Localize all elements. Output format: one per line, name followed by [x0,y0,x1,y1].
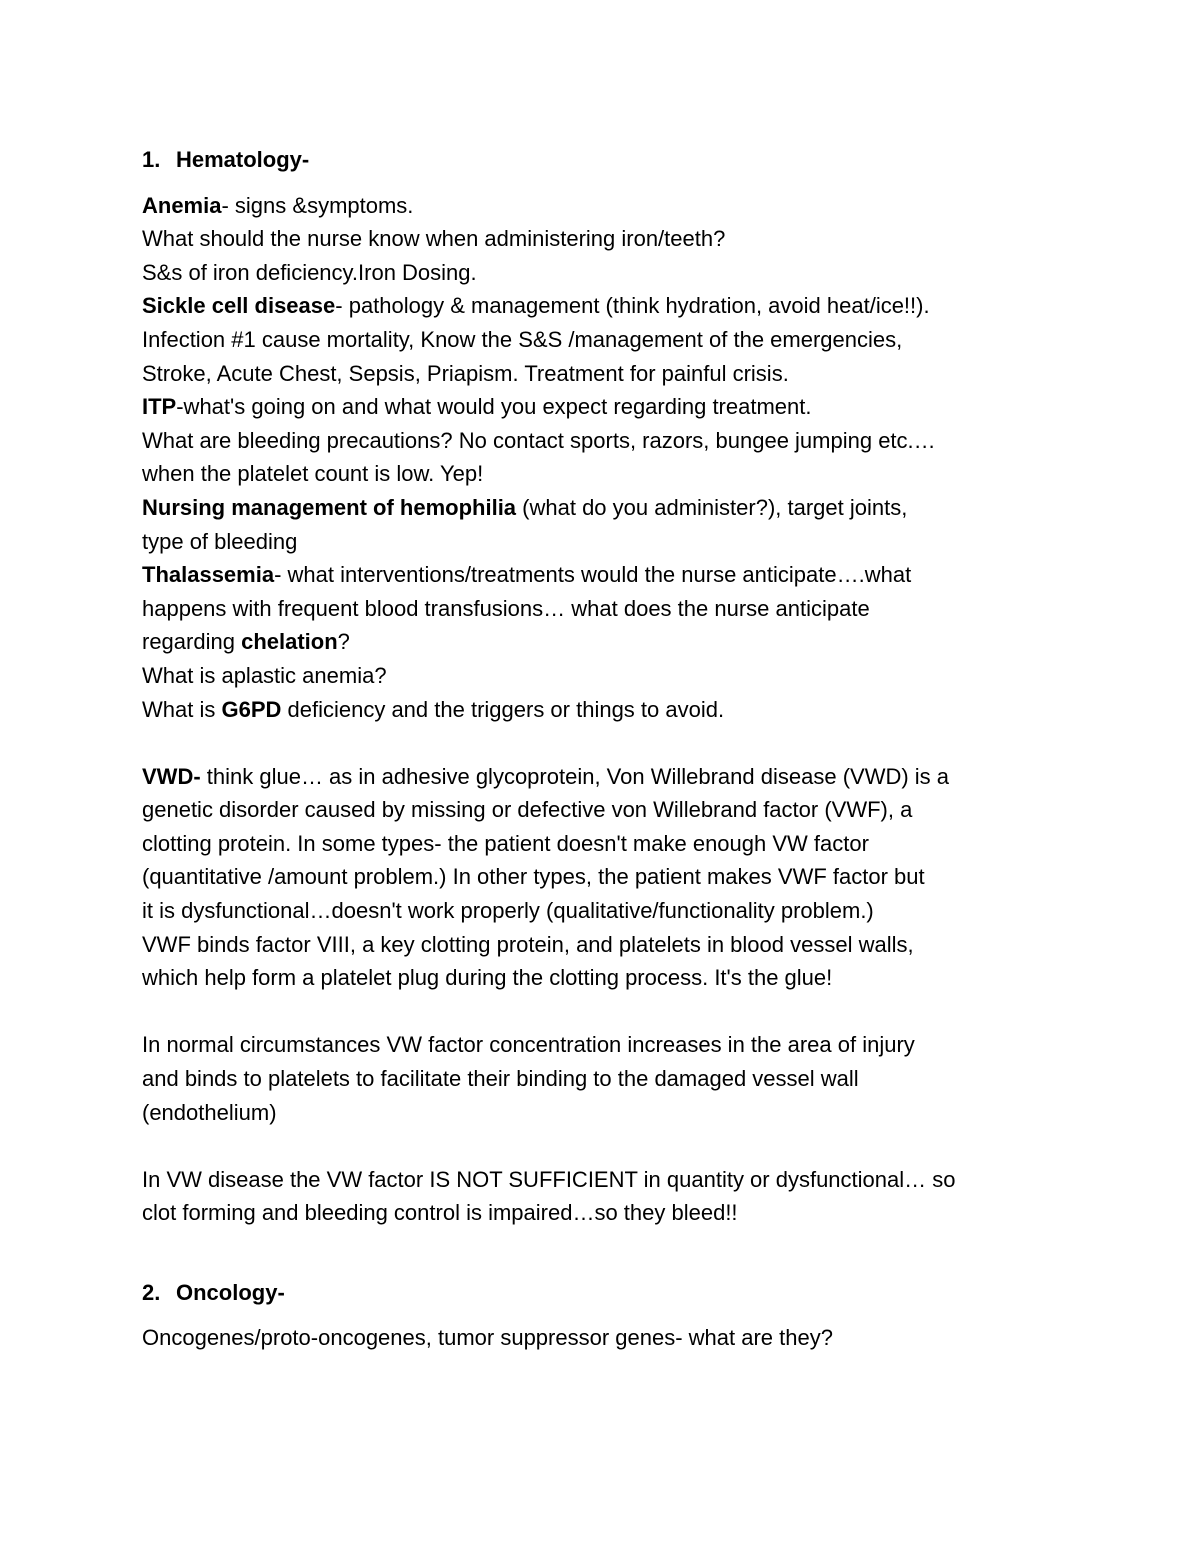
text-line: What are bleeding precautions? No contact sports, razors, bungee jumping etc.… [142,427,936,453]
term-thalassemia: Thalassemia [142,562,275,588]
text-line: What is G6PD deficiency and the triggers or things to avoid. [142,696,725,722]
section-title: Oncology- [176,1279,285,1305]
text-line: What should the nurse know when administering iron/teeth? [142,226,726,252]
term-anemia: Anemia [142,192,222,218]
term-vwd: VWD- [142,763,201,789]
section-title: Hematology- [176,147,310,172]
paragraph-vwd: VWD- think glue… as in adhesive glycoprotein, Von Willebrand disease (VWD) is a genetic disorder caused by missing or defective von Willebrand factor (VWF), a clotting protein. In some types- the patient doesn't make enough VW factor (quantitative /amount problem.) In other types, the patient makes VWF factor but it is dysfunctional…doesn't work properly (qualitative/functionality problem.) VWF binds factor VIII, a key clotting protein, and platelets in blood vessel walls, which help form a platelet plug during the clotting process. It's the glue! [142,763,950,991]
term-hemophilia: Nursing management of hemophilia [142,494,517,520]
text-line: Stroke, Acute Chest, Sepsis, Priapism. Treatment for painful crisis. [142,360,789,386]
text-line: type of bleeding [142,528,298,554]
paragraph-normal-circumstances: In normal circumstances VW factor concentration increases in the area of injury and binds to platelets to facilitate their binding to the damaged vessel wall (endothelium) [142,1032,915,1125]
term-itp: ITP [142,394,177,420]
text-line: Oncogenes/proto-oncogenes, tumor suppressor genes- what are they? [142,1325,833,1351]
term-chelation: chelation [241,629,338,655]
section-heading-oncology [142,1276,1082,1310]
text-line: S&s of iron deficiency.Iron Dosing. [142,259,477,285]
text-line: regarding chelation? [142,629,350,655]
section-number: 1. [142,147,161,172]
term-g6pd: G6PD [221,696,282,722]
text-line: ITP-what's going on and what would you expect regarding treatment. [142,394,812,420]
text-line: when the platelet count is low. Yep! [142,461,484,487]
term-sickle-cell: Sickle cell disease [142,293,336,319]
section-heading-hematology [142,143,1082,177]
paragraph-vw-disease: In VW disease the VW factor IS NOT SUFFICIENT in quantity or dysfunctional… so clot forming and bleeding control is impaired…so they bleed!! [142,1166,956,1226]
section-number: 2. [142,1279,161,1305]
text-line: Thalassemia- what interventions/treatments would the nurse anticipate….what [142,562,912,588]
text-line: What is aplastic anemia? [142,662,387,688]
text-line: happens with frequent blood transfusions… what does the nurse anticipate [142,595,870,621]
document-content [142,143,1082,1355]
text-line: Sickle cell disease- pathology & management (think hydration, avoid heat/ice!!). [142,293,930,319]
text-line: Anemia- signs &symptoms. [142,192,414,218]
text-line: Infection #1 cause mortality, Know the S&S /management of the emergencies, [142,326,903,352]
text-line: Nursing management of hemophilia (what do you administer?), target joints, [142,494,908,520]
